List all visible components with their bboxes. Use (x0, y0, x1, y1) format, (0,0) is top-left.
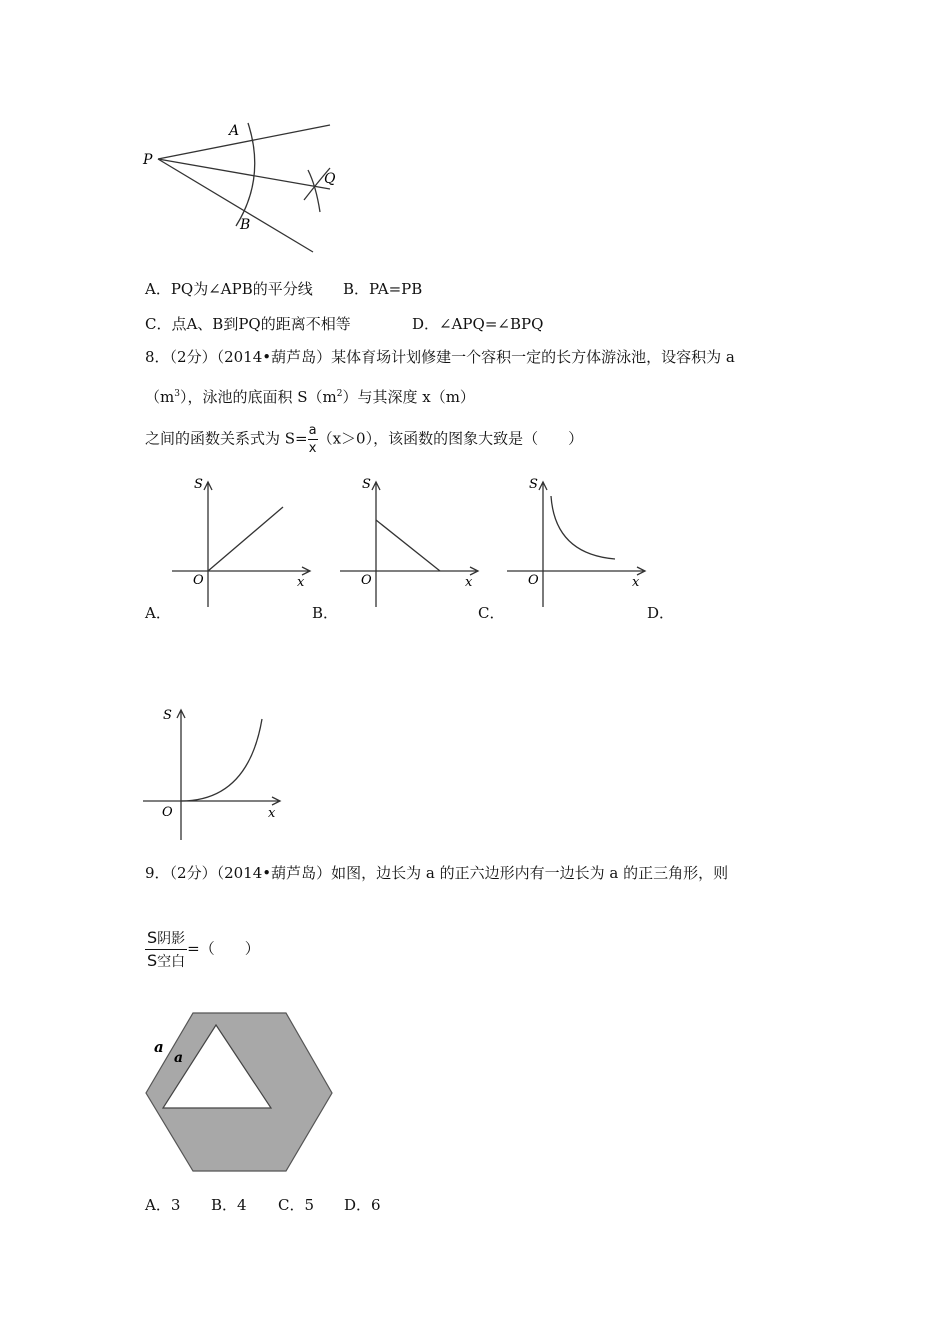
label-a-outer: a (154, 1038, 164, 1056)
axis-x: x (297, 575, 305, 590)
axis-x: x (465, 575, 473, 590)
hexagon-triangle-figure (140, 1005, 340, 1180)
label-p: P (143, 152, 153, 168)
axis-s: S (529, 477, 538, 492)
axis-x: x (268, 806, 276, 821)
q7-option-d: D．∠APQ=∠BPQ (412, 315, 544, 333)
q7-option-b: B．PA=PB (343, 280, 423, 298)
label-b: B (240, 217, 251, 233)
q8-line-1: 8．（2分）（2014•葫芦岛）某体育场计划修建一个容积一定的长方体游泳池，设容积为 a (145, 348, 735, 366)
angle-bisector-figure (138, 118, 353, 260)
q9-option-b: B．4 (211, 1196, 247, 1214)
graph-option-d (140, 700, 285, 845)
q8-line-3 (145, 424, 583, 455)
q9-line-1: 9．（2分）（2014•葫芦岛）如图，边长为 a 的正六边形内有一边长为 a 的正三角形，则 (145, 864, 729, 882)
q8-sup-2: 2 (336, 389, 343, 399)
label-q: Q (324, 171, 336, 187)
q9-den-s: S (147, 951, 158, 970)
q8-frac-den: x (308, 441, 317, 456)
q8-line-2a: （m (145, 388, 175, 406)
q9-num-s: S (147, 928, 158, 947)
q9-ratio (145, 930, 260, 969)
curve (376, 520, 440, 571)
graph-b-label: B． (312, 604, 339, 622)
q9-frac-den (145, 950, 187, 969)
q8-line-3b: （x＞0），该函数的图象大致是（ ） (317, 429, 584, 448)
ray-pa (158, 125, 330, 159)
q8-line-3a: 之间的函数关系式为 S= (145, 429, 308, 448)
graph-c-label: C． (478, 604, 505, 622)
label-a-inner: a (174, 1050, 184, 1066)
origin: O (361, 573, 372, 588)
origin: O (528, 573, 539, 588)
q9-option-d: D．6 (344, 1196, 381, 1214)
label-a: A (229, 123, 240, 139)
curve (551, 496, 615, 559)
q8-fraction (308, 424, 318, 455)
q9-frac-num (145, 930, 187, 950)
graph-option-a (168, 470, 313, 610)
q9-tail: =（ ） (187, 939, 260, 958)
q9-num-sub: 阴影 (157, 931, 186, 947)
q9-fraction (145, 930, 187, 969)
graph-d-label: D． (647, 604, 675, 622)
q8-line-2 (145, 386, 475, 407)
curve (181, 719, 262, 801)
arc-q1 (308, 170, 320, 212)
origin: O (162, 805, 173, 820)
axis-x: x (632, 575, 640, 590)
q8-line-2b: ），泳池的底面积 S（m (179, 388, 337, 406)
curve (208, 507, 283, 571)
graph-option-c (503, 470, 648, 610)
q7-option-a: A．PQ为∠APB的平分线 (145, 280, 313, 298)
q9-den-sub: 空白 (157, 954, 186, 970)
graph-option-b (336, 470, 481, 610)
q8-line-2c: ）与其深度 x（m） (342, 388, 475, 406)
q8-sup-3: 3 (174, 389, 180, 399)
axis-s: S (163, 708, 172, 723)
q9-option-a: A．3 (145, 1196, 181, 1214)
q9-option-c: C．5 (278, 1196, 315, 1214)
axis-s: S (194, 477, 203, 492)
q7-option-c: C．点A、B到PQ的距离不相等 (145, 315, 351, 333)
origin: O (193, 573, 204, 588)
q8-frac-num: a (308, 423, 317, 438)
graph-a-label: A． (145, 604, 171, 622)
axis-s: S (362, 477, 371, 492)
